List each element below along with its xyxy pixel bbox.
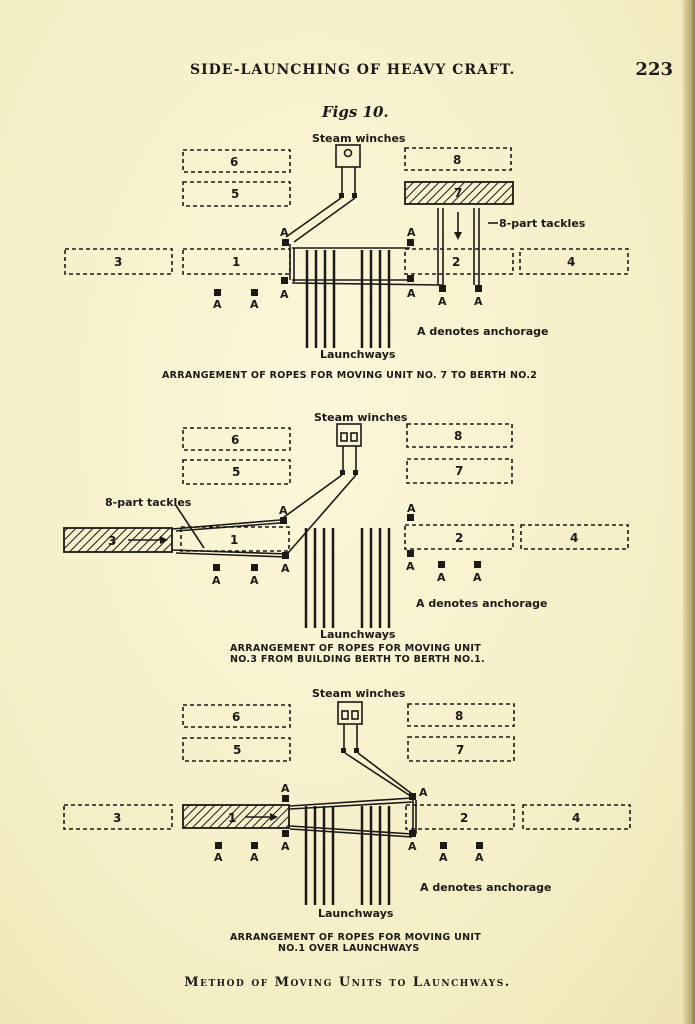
anchor-label: A bbox=[439, 851, 448, 864]
steam-winches-label: Steam winches bbox=[312, 132, 406, 145]
unit-label-3: 3 bbox=[113, 811, 122, 825]
unit-label-5: 5 bbox=[232, 465, 241, 479]
unit-label-5: 5 bbox=[233, 743, 242, 757]
unit-label-1: 1 bbox=[230, 533, 239, 547]
unit-label-2: 2 bbox=[460, 811, 469, 825]
unit-label-7: 7 bbox=[454, 186, 463, 200]
unit-label-4: 4 bbox=[570, 531, 579, 545]
diagram-caption: ARRANGEMENT OF ROPES FOR MOVING UNIT NO. 7 TO BERTH NO.2 bbox=[162, 370, 538, 381]
unit-label-8: 8 bbox=[453, 153, 462, 167]
page-number: 223 bbox=[635, 59, 673, 80]
anchor-label: A bbox=[475, 851, 484, 864]
launchways-label: Launchways bbox=[320, 348, 396, 361]
unit-label-5: 5 bbox=[231, 187, 240, 201]
anchor-label: A bbox=[280, 226, 289, 239]
anchor-label: A bbox=[213, 298, 222, 311]
anchor-label: A bbox=[419, 786, 428, 799]
unit-label-1: 1 bbox=[228, 811, 237, 825]
anchorage-note: A denotes anchorage bbox=[417, 325, 549, 338]
anchor-label: A bbox=[438, 295, 447, 308]
diagram-caption: ARRANGEMENT OF ROPES FOR MOVING UNIT bbox=[230, 932, 482, 943]
anchor-label: A bbox=[214, 851, 223, 864]
anchor-label: A bbox=[407, 226, 416, 239]
unit-label-1: 1 bbox=[232, 255, 241, 269]
unit-label-6: 6 bbox=[232, 710, 241, 724]
anchor-label: A bbox=[437, 571, 446, 584]
anchor-label: A bbox=[280, 288, 289, 301]
diagram-caption: NO.1 OVER LAUNCHWAYS bbox=[278, 943, 420, 954]
figure-title: Figs 10. bbox=[322, 103, 389, 121]
anchorage-note: A denotes anchorage bbox=[416, 597, 548, 610]
anchor-label: A bbox=[406, 560, 415, 573]
tackles-label: 8-part tackles bbox=[105, 496, 192, 509]
unit-label-6: 6 bbox=[230, 155, 239, 169]
unit-label-6: 6 bbox=[231, 433, 240, 447]
anchor-label: A bbox=[407, 502, 416, 515]
unit-label-7: 7 bbox=[455, 464, 464, 478]
diagram-1 bbox=[0, 120, 695, 390]
diagram-3 bbox=[0, 680, 695, 960]
anchor-label: A bbox=[250, 851, 259, 864]
anchor-label: A bbox=[473, 571, 482, 584]
anchor-label: A bbox=[407, 287, 416, 300]
unit-label-4: 4 bbox=[567, 255, 576, 269]
steam-winch-icon bbox=[337, 424, 361, 472]
launchways-label: Launchways bbox=[320, 628, 396, 641]
anchor-label: A bbox=[281, 840, 290, 853]
anchor-label: A bbox=[212, 574, 221, 587]
steam-winches-label: Steam winches bbox=[314, 411, 408, 424]
unit-label-4: 4 bbox=[572, 811, 581, 825]
anchor-label: A bbox=[408, 840, 417, 853]
tackles-label: 8-part tackles bbox=[499, 217, 586, 230]
steam-winches-label: Steam winches bbox=[312, 687, 406, 700]
page-caption: Method of Moving Units to Launchways. bbox=[184, 975, 511, 990]
steam-winch-icon bbox=[336, 145, 360, 195]
diagram-2 bbox=[0, 400, 695, 670]
unit-label-8: 8 bbox=[454, 429, 463, 443]
anchor-label: A bbox=[250, 298, 259, 311]
anchor-label: A bbox=[279, 504, 288, 517]
anchor-label: A bbox=[281, 782, 290, 795]
diagram-caption: ARRANGEMENT OF ROPES FOR MOVING UNIT bbox=[230, 643, 482, 654]
launchways-label: Launchways bbox=[318, 907, 394, 920]
unit-label-8: 8 bbox=[455, 709, 464, 723]
unit-label-2: 2 bbox=[452, 255, 461, 269]
running-head: SIDE-LAUNCHING OF HEAVY CRAFT. bbox=[190, 62, 516, 78]
steam-winch-icon bbox=[338, 702, 362, 750]
unit-label-7: 7 bbox=[456, 743, 465, 757]
unit-label-3: 3 bbox=[108, 534, 117, 548]
anchor-label: A bbox=[474, 295, 483, 308]
diagram-caption: NO.3 FROM BUILDING BERTH TO BERTH NO.1. bbox=[230, 654, 485, 665]
unit-label-2: 2 bbox=[455, 531, 464, 545]
unit-label-3: 3 bbox=[114, 255, 123, 269]
anchorage-note: A denotes anchorage bbox=[420, 881, 552, 894]
anchor-label: A bbox=[250, 574, 259, 587]
anchor-label: A bbox=[281, 562, 290, 575]
